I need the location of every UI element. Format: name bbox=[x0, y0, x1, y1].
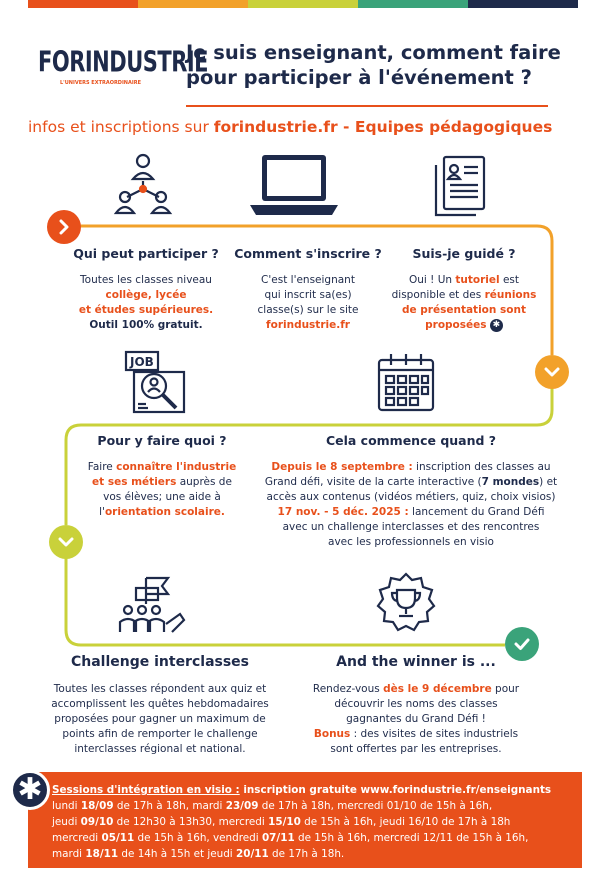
text-span: de 17h à 18h, mardi bbox=[113, 800, 226, 812]
text-span: mercredi bbox=[52, 832, 102, 844]
document-icon bbox=[430, 155, 490, 217]
text-span: mardi bbox=[52, 848, 86, 860]
text-span[interactable]: forindustrie.fr bbox=[266, 319, 350, 331]
infos-link[interactable]: forindustrie.fr - Equipes pédagogiques bbox=[213, 118, 553, 136]
text-span: inscription des classes au bbox=[412, 461, 551, 473]
section-qui bbox=[66, 246, 226, 333]
text-span: proposées bbox=[425, 319, 487, 331]
text-span: lundi bbox=[52, 800, 81, 812]
start-marker-icon bbox=[47, 210, 81, 244]
text-span: C'est l'enseignant bbox=[261, 274, 355, 286]
section-comment bbox=[228, 246, 388, 333]
text-span: et études supérieures. bbox=[78, 304, 214, 316]
text-span: de 15h à 16h, jeudi 16/10 de 17h à 18h bbox=[300, 816, 511, 828]
title-line-1: Je suis enseignant, comment faire bbox=[186, 41, 561, 64]
people-network-icon bbox=[113, 153, 173, 217]
asterisk-icon: ✱ bbox=[490, 319, 503, 332]
text-span: avec les professionnels en visio bbox=[328, 536, 494, 548]
section-winner-text bbox=[296, 682, 536, 757]
section-comment-title: Comment s'inscrire ? bbox=[234, 246, 382, 261]
section-pourquoi bbox=[72, 433, 252, 520]
footer-line-2 bbox=[52, 798, 570, 814]
text-span: : des visites de sites industriels bbox=[350, 728, 519, 740]
text-span: points afin de remporter le challenge bbox=[62, 728, 258, 740]
section-pourquoi-title: Pour y faire quoi ? bbox=[97, 433, 227, 448]
text-span: Grand défi, visite de la carte interactive ( bbox=[264, 476, 482, 488]
text-span: gagnantes du Grand Défi ! bbox=[346, 713, 486, 725]
logo-tagline: L'UNIVERS EXTRAORDINAIRE bbox=[60, 80, 141, 86]
text-span: accomplissent les quêtes hebdomadaires bbox=[51, 698, 269, 710]
text-span: de 15h à 16h, vendredi bbox=[134, 832, 262, 844]
text-span: découvrir les noms des classes bbox=[334, 698, 498, 710]
section-comment-text bbox=[228, 273, 388, 333]
text-span: de 12h30 à 13h30, mercredi bbox=[113, 816, 269, 828]
text-span: Depuis le 8 septembre : bbox=[271, 461, 413, 473]
text-span: Toutes les classes niveau bbox=[80, 274, 212, 286]
text-span: collège, lycée bbox=[105, 289, 187, 301]
section-challenge bbox=[36, 654, 284, 757]
text-span: orientation scolaire. bbox=[104, 506, 225, 518]
footer-line-1 bbox=[52, 782, 570, 798]
date: 18/11 bbox=[85, 848, 119, 860]
text-span: qui inscrit sa(es) bbox=[264, 289, 352, 301]
section-guide-text bbox=[384, 273, 544, 333]
laptop-icon bbox=[248, 153, 340, 218]
trophy-badge-icon bbox=[376, 572, 436, 636]
text-span: jeudi bbox=[52, 816, 81, 828]
text-span: sont offertes par les entreprises. bbox=[330, 743, 502, 755]
calendar-icon bbox=[376, 352, 436, 414]
text-span: de 17h à 18h. bbox=[268, 848, 345, 860]
text-span: lancement du Grand Défi bbox=[408, 506, 545, 518]
text-span: 17 nov. - 5 déc. 2025 : bbox=[277, 506, 409, 518]
text-span: est bbox=[499, 274, 520, 286]
text-span: Bonus bbox=[313, 728, 351, 740]
text-span: vos élèves; une aide à bbox=[103, 491, 221, 503]
text-span: avec un challenge interclasses et des rencontres bbox=[282, 521, 540, 533]
chevron-down-icon bbox=[49, 525, 83, 559]
chevron-down-icon bbox=[535, 355, 569, 389]
section-winner-title: And the winner is ... bbox=[336, 654, 496, 670]
section-qui-title: Qui peut participer ? bbox=[73, 246, 219, 261]
text-span: pour bbox=[491, 683, 520, 695]
sessions-heading: Sessions d'intégration en visio : bbox=[52, 784, 240, 796]
text-span: de présentation sont bbox=[402, 304, 526, 316]
date: 09/10 bbox=[80, 816, 114, 828]
title-line-2: pour participer à l'événement ? bbox=[186, 66, 532, 89]
job-search-icon bbox=[124, 350, 190, 416]
text-span: Outil 100% gratuit. bbox=[89, 319, 203, 331]
footer-sessions bbox=[28, 772, 582, 868]
text-span: et ses métiers bbox=[92, 476, 177, 488]
section-winner bbox=[296, 654, 536, 757]
svg-text:JOB: JOB bbox=[130, 355, 154, 369]
date: 23/09 bbox=[225, 800, 259, 812]
logo-name: FORINDUSTRIE bbox=[38, 45, 209, 79]
text-span: auprès de bbox=[176, 476, 232, 488]
infos-prefix: infos et inscriptions sur bbox=[28, 118, 214, 136]
section-guide-title: Suis-je guidé ? bbox=[412, 246, 516, 261]
text-span: accès aux contenus (vidéos métiers, quiz, choix visios) bbox=[266, 491, 556, 503]
text-span: dès le 9 décembre bbox=[383, 683, 492, 695]
team-flag-icon bbox=[116, 574, 188, 636]
text-span: Oui ! Un bbox=[408, 274, 456, 286]
section-challenge-text bbox=[36, 682, 284, 757]
footer-line-4 bbox=[52, 830, 570, 846]
text-span: Rendez-vous bbox=[312, 683, 384, 695]
text-span: de 17h à 18h, mercredi 01/10 de 15h à 16h, bbox=[258, 800, 493, 812]
text-span: Faire bbox=[87, 461, 117, 473]
text-span: de 15h à 16h, mercredi 12/11 de 15h à 16h, bbox=[294, 832, 529, 844]
text-span: disponible et des bbox=[391, 289, 485, 301]
section-quand-title: Cela commence quand ? bbox=[325, 433, 497, 448]
footer-line-5 bbox=[52, 846, 570, 862]
text-span: connaître l'industrie bbox=[116, 461, 237, 473]
text-span: 7 mondes bbox=[481, 476, 540, 488]
date: 05/11 bbox=[101, 832, 135, 844]
sessions-link[interactable]: inscription gratuite www.forindustrie.fr/enseignants bbox=[239, 784, 552, 796]
text-span: ) et bbox=[539, 476, 558, 488]
text-span: l' bbox=[99, 506, 105, 518]
asterisk-icon: ✱ bbox=[10, 770, 50, 810]
text-span: classe(s) sur le site bbox=[257, 304, 359, 316]
text-span: Toutes les classes répondent aux quiz et bbox=[53, 683, 267, 695]
date: 15/10 bbox=[268, 816, 301, 828]
section-quand bbox=[256, 433, 566, 550]
section-qui-text bbox=[66, 273, 226, 333]
section-challenge-title: Challenge interclasses bbox=[70, 654, 250, 670]
section-quand-text bbox=[256, 460, 566, 550]
footer-line-3 bbox=[52, 814, 570, 830]
text-span: réunions bbox=[484, 289, 537, 301]
date: 20/11 bbox=[236, 848, 269, 860]
text-span: proposées pour gagner un maximum de bbox=[54, 713, 266, 725]
text-span: de 14h à 15h et jeudi bbox=[118, 848, 236, 860]
section-pourquoi-text bbox=[72, 460, 252, 520]
text-span: tutoriel bbox=[455, 274, 500, 286]
date: 07/11 bbox=[261, 832, 295, 844]
text-span: interclasses régional et national. bbox=[74, 743, 246, 755]
section-guide bbox=[384, 246, 544, 333]
date: 18/09 bbox=[80, 800, 114, 812]
